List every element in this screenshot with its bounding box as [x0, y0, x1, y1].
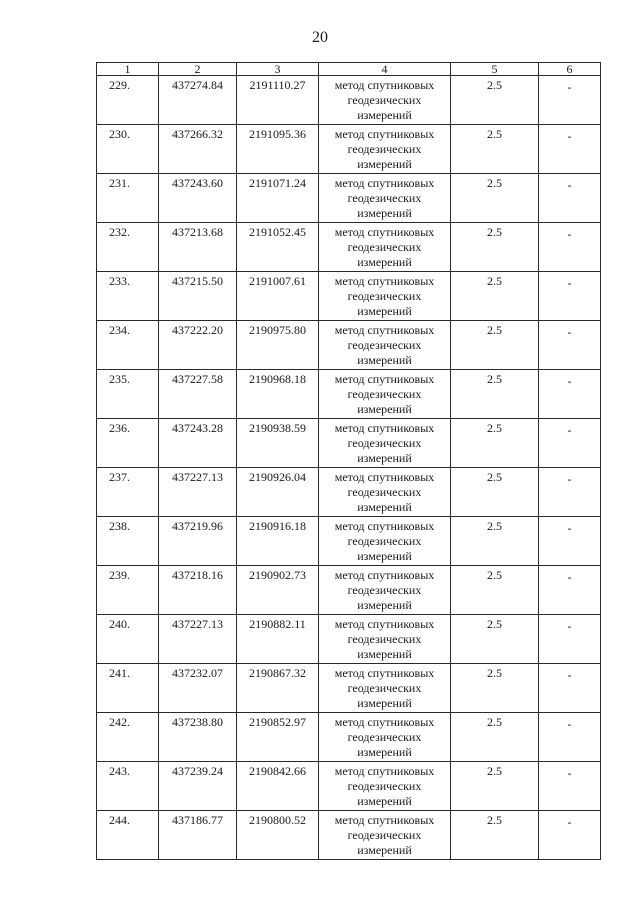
accuracy-cell: 2.5 [451, 174, 539, 223]
x-coordinate-cell: 437266.32 [159, 125, 237, 174]
x-coordinate-cell: 437227.13 [159, 615, 237, 664]
column-header: 6 [539, 63, 601, 76]
method-line: метод спутниковых [334, 715, 435, 729]
column-header: 2 [159, 63, 237, 76]
column-6-cell: - [539, 223, 601, 272]
y-coordinate-cell: 2190882.11 [237, 615, 319, 664]
x-coordinate-cell: 437186.77 [159, 811, 237, 860]
point-number-cell: 243. [97, 762, 159, 811]
method-line: измерений [357, 696, 412, 710]
method-line: геодезических [347, 240, 422, 254]
column-6-cell: - [539, 370, 601, 419]
method-line: геодезических [347, 191, 422, 205]
method-cell [319, 762, 451, 811]
method-line: метод спутниковых [334, 813, 435, 827]
x-coordinate-cell: 437232.07 [159, 664, 237, 713]
x-coordinate-cell: 437243.60 [159, 174, 237, 223]
x-coordinate-cell: 437222.20 [159, 321, 237, 370]
accuracy-cell: 2.5 [451, 76, 539, 125]
table-row [97, 223, 601, 272]
point-number-cell: 239. [97, 566, 159, 615]
method-line: измерений [357, 843, 412, 857]
method-line: метод спутниковых [334, 274, 435, 288]
method-line: геодезических [347, 142, 422, 156]
method-cell [319, 174, 451, 223]
column-6-cell: - [539, 76, 601, 125]
method-line: метод спутниковых [334, 666, 435, 680]
method-line: измерений [357, 500, 412, 514]
accuracy-cell: 2.5 [451, 615, 539, 664]
x-coordinate-cell: 437238.80 [159, 713, 237, 762]
y-coordinate-cell: 2190926.04 [237, 468, 319, 517]
point-number-cell: 229. [97, 76, 159, 125]
column-6-cell: - [539, 566, 601, 615]
column-6-cell: - [539, 517, 601, 566]
x-coordinate-cell: 437218.16 [159, 566, 237, 615]
method-line: геодезических [347, 93, 422, 107]
method-line: геодезических [347, 779, 422, 793]
column-6-cell: - [539, 468, 601, 517]
column-6-cell: - [539, 713, 601, 762]
method-line: метод спутниковых [334, 323, 435, 337]
x-coordinate-cell: 437219.96 [159, 517, 237, 566]
table-row [97, 419, 601, 468]
x-coordinate-cell: 437243.28 [159, 419, 237, 468]
method-line: метод спутниковых [334, 225, 435, 239]
y-coordinate-cell: 2191110.27 [237, 76, 319, 125]
accuracy-cell: 2.5 [451, 713, 539, 762]
method-cell [319, 223, 451, 272]
point-number-cell: 242. [97, 713, 159, 762]
method-line: геодезических [347, 730, 422, 744]
column-6-cell: - [539, 321, 601, 370]
column-6-cell: - [539, 419, 601, 468]
point-number-cell: 230. [97, 125, 159, 174]
column-header: 4 [319, 63, 451, 76]
method-line: измерений [357, 549, 412, 563]
table-row [97, 370, 601, 419]
method-line: метод спутниковых [334, 127, 435, 141]
method-line: метод спутниковых [334, 617, 435, 631]
method-cell [319, 566, 451, 615]
method-line: геодезических [347, 583, 422, 597]
method-cell [319, 664, 451, 713]
point-number-cell: 233. [97, 272, 159, 321]
method-line: геодезических [347, 338, 422, 352]
method-line: геодезических [347, 828, 422, 842]
y-coordinate-cell: 2191095.36 [237, 125, 319, 174]
method-cell [319, 272, 451, 321]
table-row [97, 125, 601, 174]
method-cell [319, 125, 451, 174]
table-row [97, 272, 601, 321]
table-row [97, 713, 601, 762]
column-6-cell: - [539, 272, 601, 321]
method-line: метод спутниковых [334, 421, 435, 435]
y-coordinate-cell: 2190902.73 [237, 566, 319, 615]
table-row [97, 321, 601, 370]
method-line: измерений [357, 598, 412, 612]
table-row [97, 76, 601, 125]
method-cell [319, 615, 451, 664]
column-6-cell: - [539, 762, 601, 811]
method-line: геодезических [347, 534, 422, 548]
table-row [97, 517, 601, 566]
point-number-cell: 238. [97, 517, 159, 566]
x-coordinate-cell: 437227.13 [159, 468, 237, 517]
accuracy-cell: 2.5 [451, 321, 539, 370]
method-line: измерений [357, 304, 412, 318]
method-line: измерений [357, 451, 412, 465]
header-row [97, 63, 601, 76]
method-cell [319, 370, 451, 419]
method-line: метод спутниковых [334, 519, 435, 533]
column-header: 3 [237, 63, 319, 76]
point-number-cell: 234. [97, 321, 159, 370]
point-number-cell: 240. [97, 615, 159, 664]
point-number-cell: 241. [97, 664, 159, 713]
column-6-cell: - [539, 811, 601, 860]
method-line: геодезических [347, 436, 422, 450]
method-line: метод спутниковых [334, 176, 435, 190]
accuracy-cell: 2.5 [451, 223, 539, 272]
point-number-cell: 231. [97, 174, 159, 223]
point-number-cell: 232. [97, 223, 159, 272]
y-coordinate-cell: 2190800.52 [237, 811, 319, 860]
accuracy-cell: 2.5 [451, 762, 539, 811]
column-header: 1 [97, 63, 159, 76]
column-6-cell: - [539, 615, 601, 664]
column-6-cell: - [539, 125, 601, 174]
method-cell [319, 468, 451, 517]
accuracy-cell: 2.5 [451, 370, 539, 419]
table-row [97, 811, 601, 860]
y-coordinate-cell: 2190938.59 [237, 419, 319, 468]
point-number-cell: 237. [97, 468, 159, 517]
method-line: метод спутниковых [334, 372, 435, 386]
y-coordinate-cell: 2190968.18 [237, 370, 319, 419]
method-line: геодезических [347, 289, 422, 303]
table-row [97, 664, 601, 713]
method-line: геодезических [347, 485, 422, 499]
method-line: измерений [357, 794, 412, 808]
page-number: 20 [312, 29, 328, 46]
method-line: геодезических [347, 632, 422, 646]
y-coordinate-cell: 2190867.32 [237, 664, 319, 713]
y-coordinate-cell: 2190842.66 [237, 762, 319, 811]
method-cell [319, 713, 451, 762]
x-coordinate-cell: 437239.24 [159, 762, 237, 811]
method-line: измерений [357, 745, 412, 759]
method-cell [319, 419, 451, 468]
x-coordinate-cell: 437213.68 [159, 223, 237, 272]
method-line: метод спутниковых [334, 764, 435, 778]
accuracy-cell: 2.5 [451, 419, 539, 468]
point-number-cell: 236. [97, 419, 159, 468]
coordinates-table [96, 62, 601, 860]
accuracy-cell: 2.5 [451, 125, 539, 174]
method-cell [319, 76, 451, 125]
table-row [97, 174, 601, 223]
accuracy-cell: 2.5 [451, 517, 539, 566]
accuracy-cell: 2.5 [451, 468, 539, 517]
accuracy-cell: 2.5 [451, 664, 539, 713]
method-line: геодезических [347, 387, 422, 401]
y-coordinate-cell: 2190975.80 [237, 321, 319, 370]
method-line: измерений [357, 353, 412, 367]
x-coordinate-cell: 437227.58 [159, 370, 237, 419]
x-coordinate-cell: 437215.50 [159, 272, 237, 321]
method-line: измерений [357, 255, 412, 269]
point-number-cell: 244. [97, 811, 159, 860]
y-coordinate-cell: 2191007.61 [237, 272, 319, 321]
method-cell [319, 811, 451, 860]
accuracy-cell: 2.5 [451, 566, 539, 615]
table-row [97, 615, 601, 664]
method-line: измерений [357, 108, 412, 122]
method-line: геодезических [347, 681, 422, 695]
table-row [97, 762, 601, 811]
method-line: метод спутниковых [334, 470, 435, 484]
method-line: метод спутниковых [334, 78, 435, 92]
method-line: измерений [357, 402, 412, 416]
y-coordinate-cell: 2191071.24 [237, 174, 319, 223]
y-coordinate-cell: 2191052.45 [237, 223, 319, 272]
x-coordinate-cell: 437274.84 [159, 76, 237, 125]
y-coordinate-cell: 2190916.18 [237, 517, 319, 566]
method-line: измерений [357, 647, 412, 661]
y-coordinate-cell: 2190852.97 [237, 713, 319, 762]
table-body [97, 63, 601, 860]
table-row [97, 566, 601, 615]
table-row [97, 468, 601, 517]
accuracy-cell: 2.5 [451, 811, 539, 860]
point-number-cell: 235. [97, 370, 159, 419]
method-cell [319, 321, 451, 370]
column-header: 5 [451, 63, 539, 76]
method-line: измерений [357, 157, 412, 171]
method-line: метод спутниковых [334, 568, 435, 582]
method-cell [319, 517, 451, 566]
column-6-cell: - [539, 174, 601, 223]
column-6-cell: - [539, 664, 601, 713]
accuracy-cell: 2.5 [451, 272, 539, 321]
method-line: измерений [357, 206, 412, 220]
